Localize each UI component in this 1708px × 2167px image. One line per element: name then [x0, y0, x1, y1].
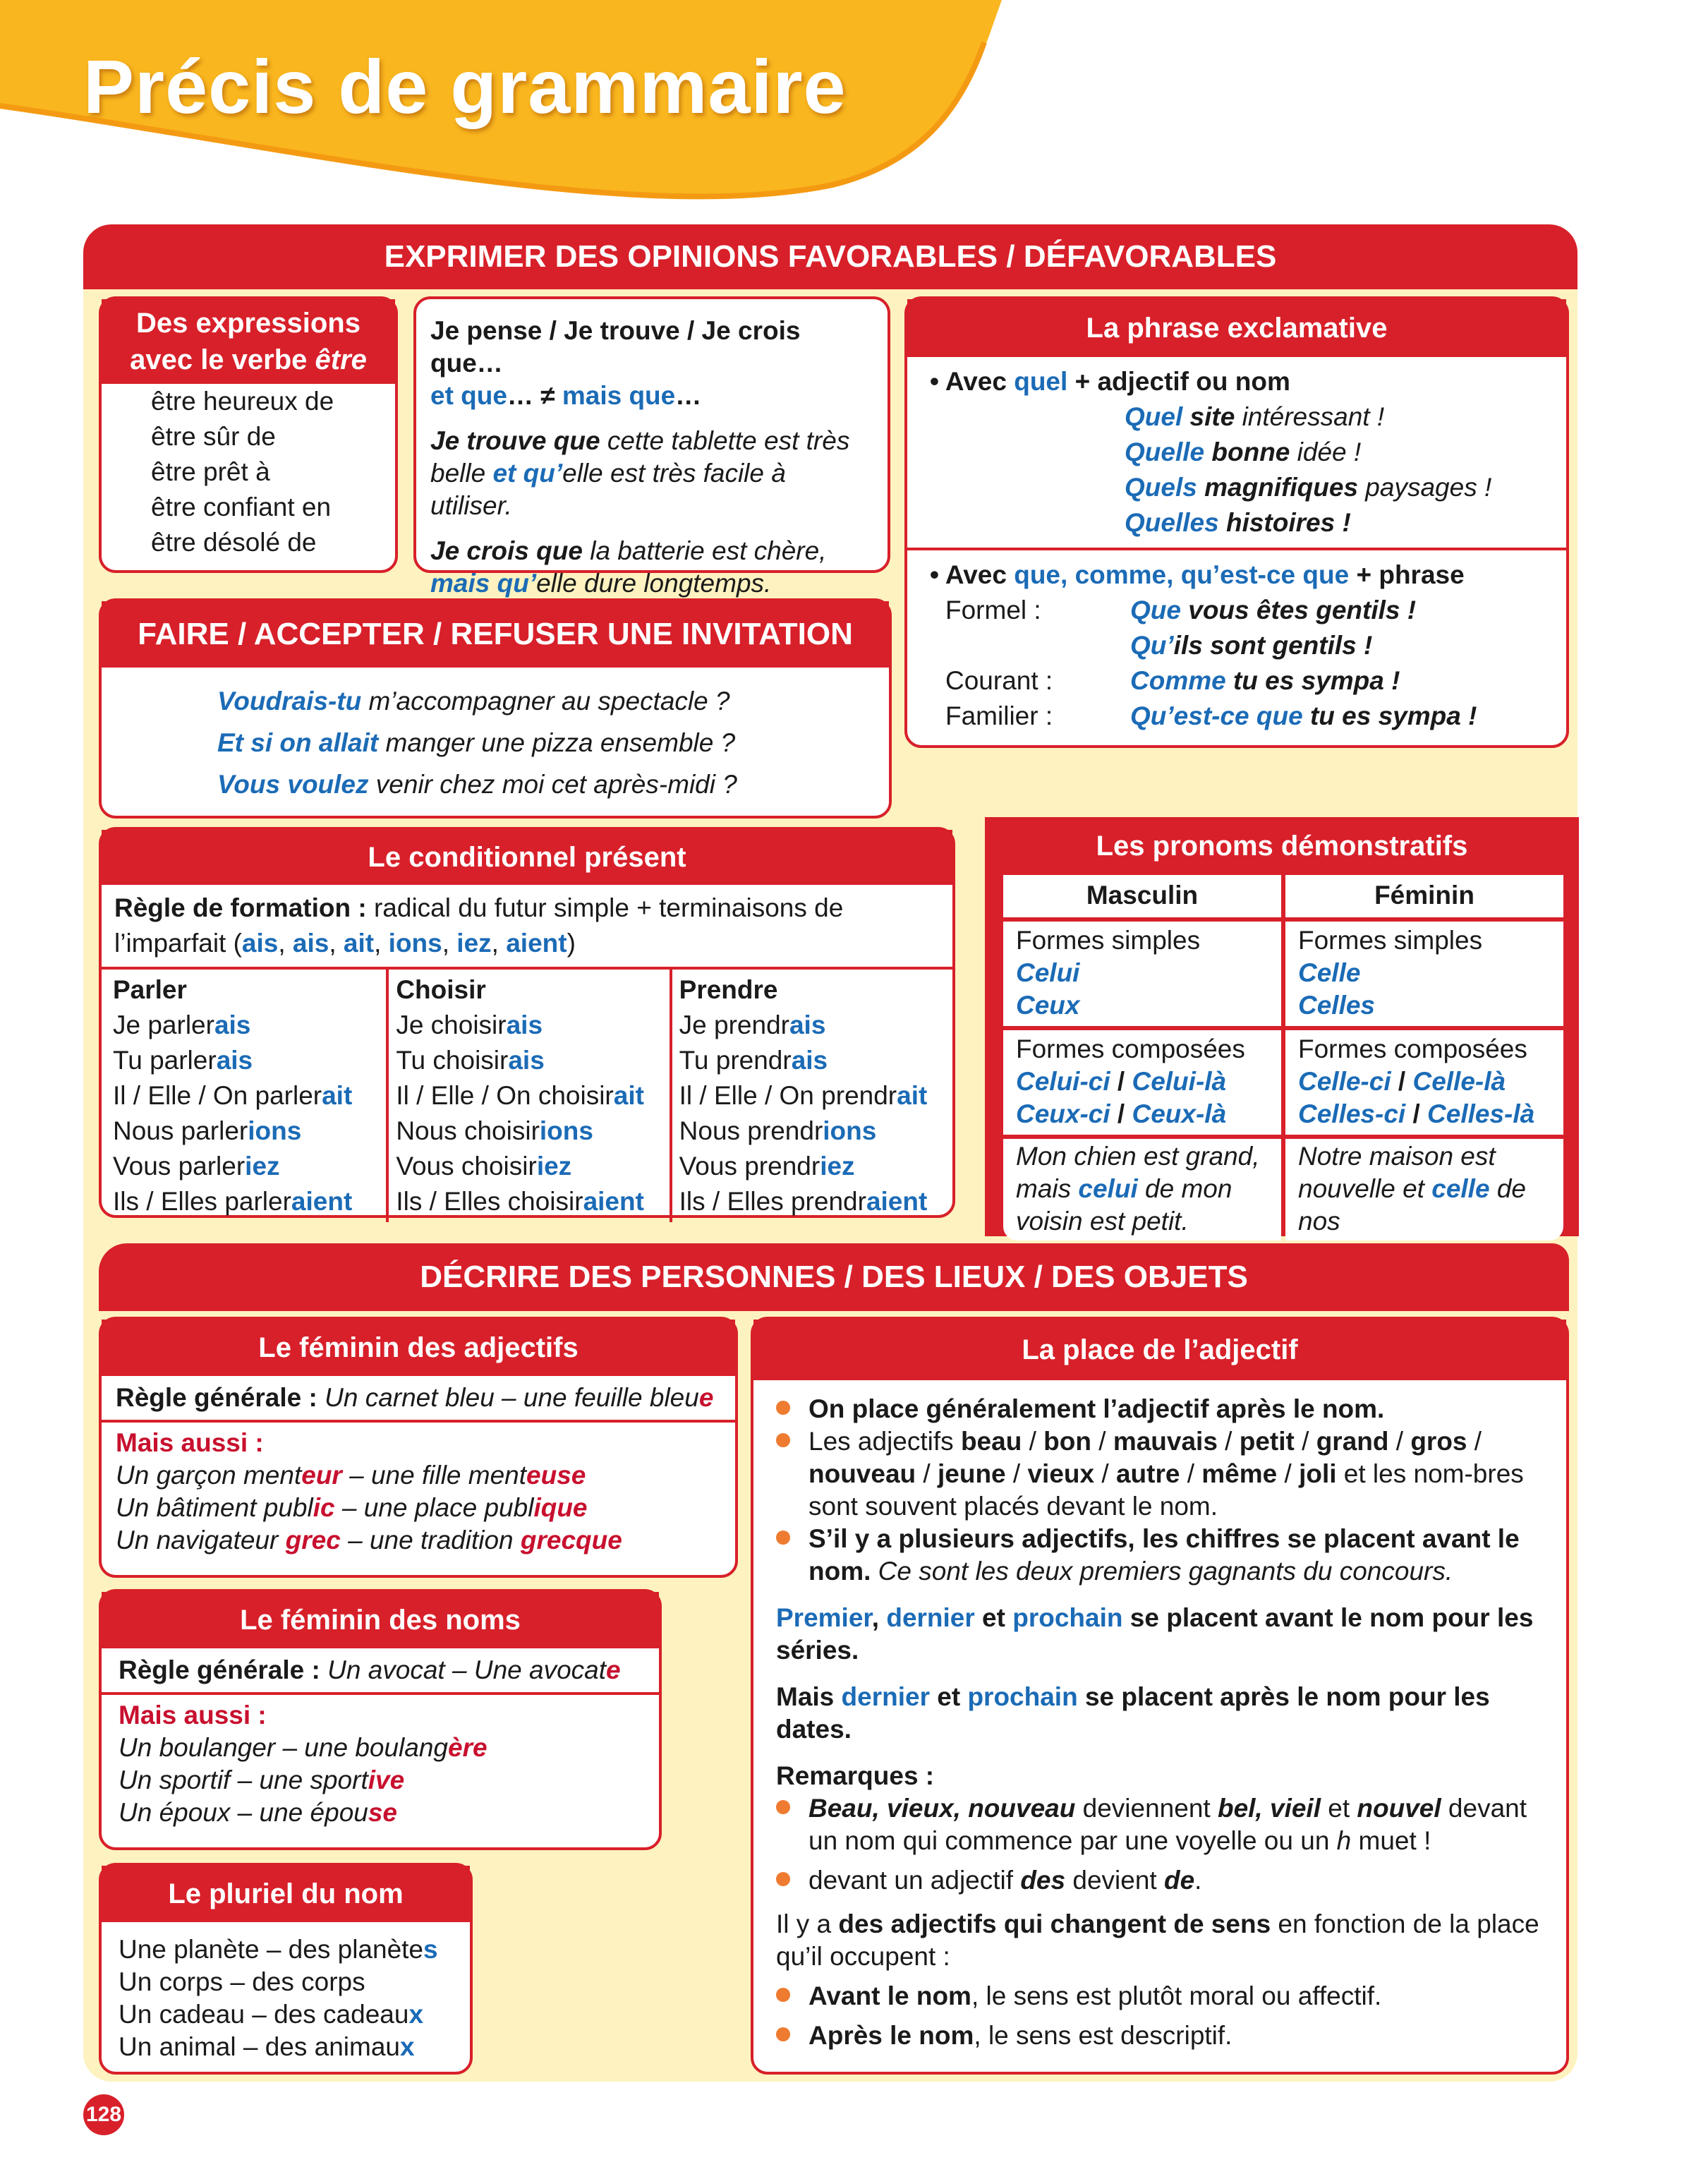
pluriel-header: Le pluriel du nom — [102, 1866, 470, 1922]
content-panel — [83, 224, 1577, 2082]
conj-line: Il / Elle / On prendrait — [679, 1081, 928, 1110]
bullet-item: Beau, vieux, nouveau deviennent bel, vieil et nouvel devant un nom qui commence par une voyelle ou un h muet ! — [776, 1792, 1545, 1857]
page-number: 128 — [83, 2094, 124, 2135]
exclamative-box — [904, 296, 1569, 748]
conj-line: Vous choisiriez — [396, 1152, 572, 1181]
place-adjectif-box — [751, 1317, 1569, 2075]
page-title: Précis de grammaire — [83, 44, 847, 129]
demo-example-row — [1003, 1139, 1563, 1241]
series-rule: Premier, dernier et prochain se placent avant le nom pour les séries. — [776, 1603, 1534, 1665]
bullet-dot — [776, 1401, 790, 1415]
conj-line: Il / Elle / On parlerait — [113, 1081, 353, 1110]
bullet-item: Avant le nom, le sens est plutôt moral ou affectif. — [776, 1980, 1545, 2012]
etre-list — [102, 384, 395, 560]
et-que-line: et que… ≠ mais que… — [430, 381, 702, 410]
conj-line: Nous choisirions — [396, 1116, 593, 1145]
place-adj-body — [753, 1380, 1566, 2052]
etre-item: être sûr de — [151, 422, 276, 451]
example-batterie: Je crois que la batterie est chère, mais qu’elle dure longtemps. — [430, 536, 827, 598]
etre-item: être confiant en — [151, 493, 332, 521]
bullet-item: On place généralement l’adjectif après le nom. — [776, 1393, 1545, 1425]
bullet-dot — [776, 1531, 790, 1545]
pluriel-example: Un cadeau – des cadeaux — [119, 2000, 424, 2029]
formel-line-2: Qu’ils sont gentils ! — [1130, 631, 1373, 660]
fem-adj-example: Un garçon menteur – une fille menteuse — [116, 1461, 586, 1490]
feminin-col-header: Féminin — [1285, 875, 1563, 917]
quelles-example: Quelles histoires ! — [1125, 508, 1351, 537]
masc-compound — [1003, 1030, 1281, 1135]
demo-compound-row — [1003, 1030, 1563, 1135]
remarques-label: Remarques : — [776, 1761, 935, 1790]
conditionnel-box — [99, 827, 955, 1218]
demonstratifs-box — [985, 817, 1579, 1236]
feminin-noms-box — [99, 1589, 662, 1850]
bullet-item: Les adjectifs beau / bon / mauvais / petit / grand / gros / nouveau / jeune / vieux / autre / même / joli et les nom-bres sont souvent placés devant le nom. — [776, 1425, 1545, 1523]
demo-simple-row — [1003, 922, 1563, 1026]
conj-line: Vous prendriez — [679, 1152, 855, 1181]
fem-adj-example: Un bâtiment public – une place publique — [116, 1493, 588, 1522]
conj-line: Ils / Elles choisiraient — [396, 1187, 644, 1216]
verb-name: Choisir — [396, 975, 486, 1004]
invitation-line: Et si on allait manger une pizza ensemble ? — [217, 728, 736, 757]
conj-line: Tu prendrais — [679, 1046, 828, 1075]
masc-simple — [1003, 922, 1281, 1026]
conj-line: Tu parlerais — [113, 1046, 253, 1075]
bullet-dot — [776, 1800, 790, 1814]
verb-name: Parler — [113, 975, 187, 1004]
fem-adj-header: Le féminin des adjectifs — [102, 1320, 735, 1376]
conditionnel-header: Le conditionnel présent — [102, 830, 952, 885]
bullet-item: Après le nom, le sens est descriptif. — [776, 2020, 1545, 2052]
verb-parler — [102, 970, 386, 1222]
pronoun-pair: Ceux-ci / Ceux-là — [1016, 1099, 1227, 1128]
pluriel-example: Une planète – des planètes — [119, 1935, 438, 1964]
conj-line: Tu choisirais — [396, 1046, 545, 1075]
pronoun-pair: Celles-ci / Celles-là — [1298, 1099, 1535, 1128]
que-rule: • Avec que, comme, qu’est-ce que + phrase — [930, 560, 1465, 589]
verb-prendre — [670, 970, 952, 1222]
fem-adj-example: Un navigateur grec – une tradition grecque — [116, 1526, 622, 1555]
pronoun-pair: Celui-ci / Celui-là — [1016, 1067, 1227, 1096]
fem-noms-mais — [102, 1695, 659, 1833]
demonstratifs-header: Les pronoms démonstratifs — [985, 817, 1579, 875]
fem-compound — [1285, 1030, 1563, 1135]
fem-simple — [1285, 922, 1563, 1026]
etre-item: être prêt à — [151, 457, 270, 486]
pronoun: Celui — [1016, 958, 1080, 987]
invitation-examples — [102, 668, 889, 805]
bullet-dot — [776, 1433, 790, 1447]
masc-example: Mon chien est grand, mais celui de mon voisin est petit. — [1003, 1139, 1281, 1241]
pluriel-example: Un corps – des corps — [119, 1967, 365, 1996]
fem-example: Notre maison est nouvelle et celle de nos — [1285, 1139, 1563, 1241]
bullet-dot — [776, 2027, 790, 2041]
conj-line: Vous parleriez — [113, 1152, 280, 1181]
conjugation-table — [102, 970, 952, 1222]
mais-aussi-label: Mais aussi : — [119, 1701, 267, 1730]
conj-line: Je prendrais — [679, 1010, 826, 1039]
pronoun-pair: Celle-ci / Celle-là — [1298, 1067, 1506, 1096]
pluriel-example: Un animal – des animaux — [119, 2032, 415, 2061]
decrire-header: DÉCRIRE DES PERSONNES / DES LIEUX / DES OBJETS — [99, 1243, 1569, 1311]
invitation-header: FAIRE / ACCEPTER / REFUSER UNE INVITATION — [102, 601, 889, 668]
familier-line: Familier : Qu’est-ce que tu es sympa ! — [945, 701, 1477, 730]
fem-adj-rule: Règle générale : Un carnet bleu – une feuille bleue — [102, 1376, 735, 1423]
bullet-item: devant un adjectif des devient de. — [776, 1864, 1545, 1897]
conj-line: Ils / Elles prendraient — [679, 1187, 928, 1216]
exclamative-header: La phrase exclamative — [907, 299, 1566, 357]
etre-header — [102, 299, 395, 384]
courant-line: Courant : Comme tu es sympa ! — [945, 666, 1400, 695]
pluriel-box — [99, 1863, 473, 2075]
sens-intro: Il y a des adjectifs qui changent de sens en fonction de la place qu’il occupent : — [776, 1909, 1539, 1971]
conj-line: Nous parlerions — [113, 1116, 302, 1145]
etre-title-line1: Des expressions — [136, 308, 361, 339]
opinions-header: EXPRIMER DES OPINIONS FAVORABLES / DÉFAVORABLES — [83, 224, 1577, 289]
feminin-adjectifs-box — [99, 1317, 738, 1578]
etre-expressions-box — [99, 296, 398, 573]
conj-line: Je choisirais — [396, 1010, 543, 1039]
pronoun: Celles — [1298, 991, 1376, 1020]
fem-noms-example: Un boulanger – une boulangère — [119, 1733, 487, 1762]
quelle-example: Quelle bonne idée ! — [1125, 437, 1362, 466]
pluriel-examples — [102, 1922, 470, 2063]
fem-noms-example: Un époux – une épouse — [119, 1798, 398, 1827]
quel-rule: • Avec quel + adjectif ou nom — [930, 367, 1290, 396]
example-tablette: Je trouve que cette tablette est très belle et qu’elle est très facile à utiliser. — [430, 426, 850, 520]
invitation-line: Vous voulez venir chez moi cet après-midi ? — [217, 770, 737, 799]
conj-line: Je parlerais — [113, 1010, 251, 1039]
je-pense-box — [413, 296, 890, 598]
masculin-col-header: Masculin — [1003, 875, 1281, 917]
pronoun: Celle — [1298, 958, 1361, 987]
verb-name: Prendre — [679, 975, 778, 1004]
compound-label: Formes composées — [1016, 1034, 1245, 1063]
invitation-box — [99, 598, 892, 819]
invitation-line: Voudrais-tu m’accompagner au spectacle ? — [217, 687, 730, 716]
simple-label: Formes simples — [1016, 926, 1201, 955]
fem-adj-mais — [102, 1423, 735, 1561]
conditionnel-rule: Règle de formation : radical du futur simple + terminaisons de l’imparfait (ais, ais, ait, ions, iez, aient) — [102, 885, 952, 970]
pronoun: Ceux — [1016, 991, 1080, 1020]
fem-noms-rule: Règle générale : Un avocat – Une avocate — [102, 1648, 659, 1695]
bullet-dot — [776, 1872, 790, 1886]
conj-line: Nous prendrions — [679, 1116, 877, 1145]
etre-item: être heureux de — [151, 387, 334, 416]
formel-line: Formel : Que vous êtes gentils ! — [945, 596, 1417, 624]
etre-item: être désolé de — [151, 528, 317, 557]
fem-noms-header: Le féminin des noms — [102, 1592, 659, 1648]
mais-aussi-label: Mais aussi : — [116, 1428, 264, 1457]
quel-example: Quel site intéressant ! — [1125, 402, 1385, 431]
conj-line: Ils / Elles parleraient — [113, 1187, 353, 1216]
simple-label: Formes simples — [1298, 926, 1483, 955]
demo-header-row — [1003, 875, 1563, 917]
quels-example: Quels magnifiques paysages ! — [1125, 473, 1492, 502]
que-section — [907, 550, 1566, 734]
compound-label: Formes composées — [1298, 1034, 1527, 1063]
place-adj-header: La place de l’adjectif — [753, 1320, 1566, 1380]
je-pense-line: Je pense / Je trouve / Je crois que… — [430, 316, 801, 378]
bullet-dot — [776, 1988, 790, 2002]
verb-choisir — [386, 970, 669, 1222]
quel-section — [907, 357, 1566, 550]
conj-line: Il / Elle / On choisirait — [396, 1081, 644, 1110]
etre-title-line2: avec le verbe être — [130, 344, 367, 375]
fem-noms-example: Un sportif – une sportive — [119, 1765, 405, 1794]
bullet-item: S’il y a plusieurs adjectifs, les chiffres se placent avant le nom. Ce sont les deux premiers gagnants du concours. — [776, 1523, 1545, 1588]
demonstratifs-table — [1003, 875, 1563, 1241]
dates-rule: Mais dernier et prochain se placent après le nom pour les dates. — [776, 1682, 1490, 1744]
